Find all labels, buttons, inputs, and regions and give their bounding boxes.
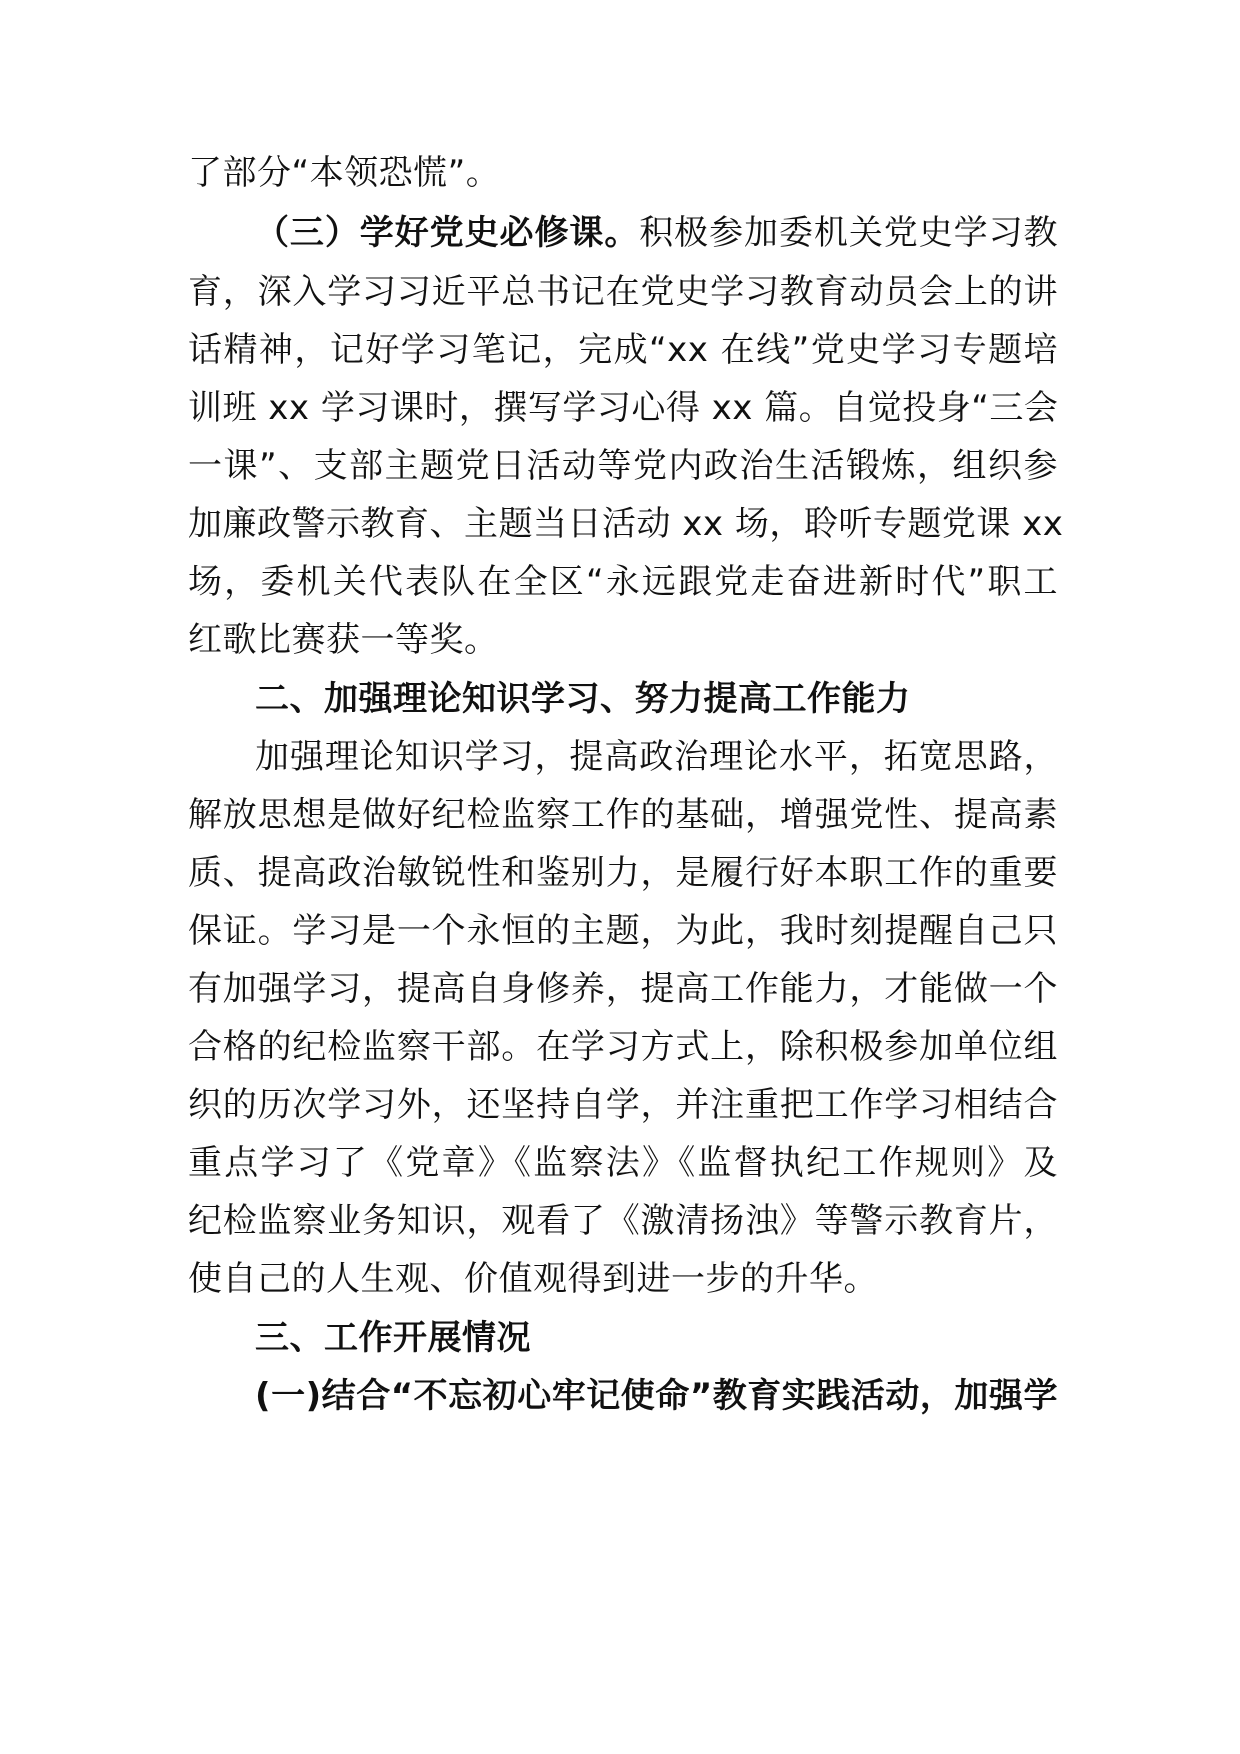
paragraph-line: 纪检监察业务知识，观看了《激清扬浊》等警示教育片， [188, 1201, 1058, 1241]
paragraph-line: 训班 xx 学习课时，撰写学习心得 xx 篇。自觉投身“三会 [188, 388, 1059, 428]
paragraph-line: 一课”、支部主题党日活动等党内政治生活锻炼，组织参 [188, 446, 1058, 486]
paragraph-line: 场，委机关代表队在全区“永远跟党走奋进新时代”职工 [188, 562, 1058, 602]
paragraph-line: 红歌比赛获一等奖。 [188, 620, 499, 660]
paragraph-line: 育，深入学习习近平总书记在党史学习教育动员会上的讲 [188, 272, 1058, 312]
paragraph-line: 使自己的人生观、价值观得到进一步的升华。 [188, 1259, 878, 1299]
paragraph-line [255, 211, 1058, 255]
paragraph-line: 解放思想是做好纪检监察工作的基础，增强党性、提高素 [188, 795, 1058, 835]
paragraph-line: 织的历次学习外，还坚持自学，并注重把工作学习相结合 [188, 1085, 1058, 1125]
paragraph-line: 加强理论知识学习，提高政治理论水平，拓宽思路， [255, 737, 1058, 777]
paragraph-line: 合格的纪检监察干部。在学习方式上，除积极参加单位组 [188, 1027, 1058, 1067]
paragraph-line: 保证。学习是一个永恒的主题，为此，我时刻提醒自己只 [188, 911, 1058, 951]
subsection-heading: (一)结合“不忘初心牢记使命”教育实践活动，加强学 [255, 1376, 1058, 1416]
paragraph-line: 了部分“本领恐慌”。 [188, 153, 501, 193]
paragraph-line: 加廉政警示教育、主题当日活动 xx 场，聆听专题党课 xx [188, 504, 1064, 544]
paragraph-line: 话精神，记好学习笔记，完成“xx 在线”党史学习专题培 [188, 330, 1058, 370]
subsection-heading: （三）学好党史必修课。 [255, 213, 640, 253]
paragraph-line: 有加强学习，提高自身修养，提高工作能力，才能做一个 [188, 969, 1058, 1009]
paragraph-line: 质、提高政治敏锐性和鉴别力，是履行好本职工作的重要 [188, 853, 1058, 893]
section-heading: 二、加强理论知识学习、努力提高工作能力 [255, 679, 911, 719]
section-heading: 三、工作开展情况 [255, 1318, 531, 1358]
paragraph-line: 重点学习了《党章》《监察法》《监督执纪工作规则》及 [188, 1143, 1058, 1183]
paragraph-text: 积极参加委机关党史学习教 [639, 213, 1058, 253]
